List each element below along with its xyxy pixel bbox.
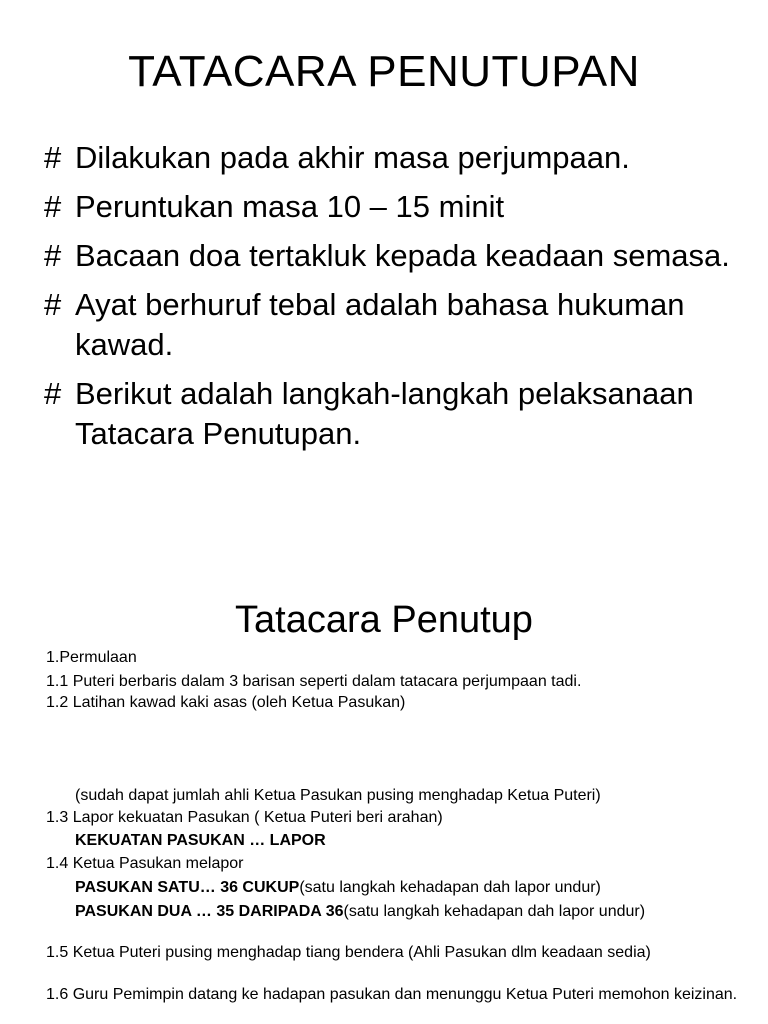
- list-item: [44, 138, 744, 178]
- report-note: (satu langkah kehadapan dah lapor undur): [299, 879, 601, 896]
- bullet-text: Peruntukan masa 10 – 15 minit: [75, 189, 505, 224]
- step-line: 1.1 Puteri berbaris dalam 3 barisan seperti dalam tatacara perjumpaan tadi.: [46, 673, 582, 690]
- command-text: [46, 831, 765, 851]
- hash-bullet: #: [44, 189, 62, 224]
- report-note: (satu langkah kehadapan dah lapor undur): [343, 903, 646, 920]
- bullet-list: [44, 138, 744, 463]
- hash-bullet: #: [44, 376, 62, 411]
- list-item: [44, 187, 744, 227]
- step-line: 1.5 Ketua Puteri pusing menghadap tiang bendera (Ahli Pasukan dlm keadaan sedia): [46, 944, 651, 961]
- hash-bullet: #: [44, 238, 62, 273]
- command-bold: PASUKAN SATU… 36 CUKUP: [75, 879, 300, 896]
- bullet-text: Bacaan doa tertakluk kepada keadaan semasa.: [75, 238, 730, 273]
- report-line: [46, 878, 765, 898]
- list-item: [44, 374, 744, 454]
- bullet-text: Ayat berhuruf tebal adalah bahasa hukuman kawad.: [75, 287, 685, 362]
- step-line: 1.4 Ketua Pasukan melapor: [46, 855, 244, 872]
- command-bold: PASUKAN DUA … 35 DARIPADA 36: [75, 903, 344, 920]
- command-bold: KEKUATAN PASUKAN … LAPOR: [75, 832, 326, 849]
- hash-bullet: #: [44, 287, 62, 322]
- step-note: (sudah dapat jumlah ahli Ketua Pasukan pusing menghadap Ketua Puteri): [75, 787, 601, 804]
- list-item: [44, 285, 744, 365]
- hash-bullet: #: [44, 140, 62, 175]
- section-title: Tatacara Penutup: [235, 599, 533, 641]
- bullet-text: Dilakukan pada akhir masa perjumpaan.: [75, 140, 630, 175]
- step-heading: 1.Permulaan: [46, 649, 137, 666]
- step-line: 1.6 Guru Pemimpin datang ke hadapan pasukan dan menunggu Ketua Puteri memohon keizinan.: [46, 986, 738, 1003]
- bullet-text: Berikut adalah langkah-langkah pelaksanaan Tatacara Penutupan.: [75, 376, 694, 451]
- list-item: [44, 236, 744, 276]
- page-title: TATACARA PENUTUPAN: [128, 47, 640, 96]
- step-line: 1.2 Latihan kawad kaki asas (oleh Ketua Pasukan): [46, 694, 406, 711]
- report-line: [46, 902, 765, 922]
- step-line: 1.3 Lapor kekuatan Pasukan ( Ketua Puteri beri arahan): [46, 809, 443, 826]
